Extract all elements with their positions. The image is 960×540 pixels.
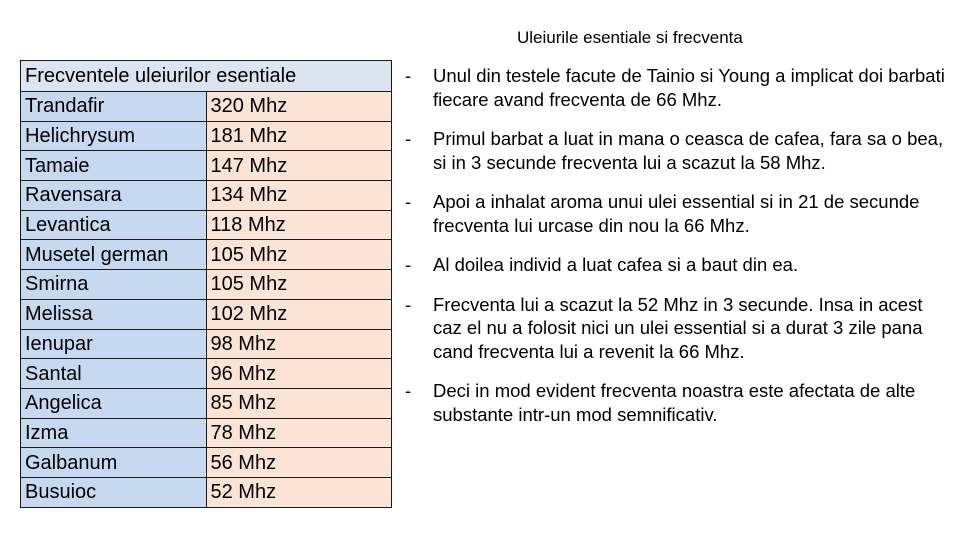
bullet-text: Apoi a inhalat aroma unui ulei essential si in 21 de secunde frecventa lui urcase din nou la 66 Mhz. bbox=[433, 191, 920, 236]
oil-name-cell: Tamaie bbox=[21, 151, 207, 181]
list-item bbox=[405, 293, 950, 364]
bullet-dash: - bbox=[405, 380, 412, 401]
list-item bbox=[405, 190, 950, 237]
list-item bbox=[405, 379, 950, 426]
bullet-text: Al doilea individ a luat cafea si a baut din ea. bbox=[433, 254, 799, 275]
frequency-value-cell: 102 Mhz bbox=[206, 299, 392, 329]
bullet-dash: - bbox=[405, 191, 412, 212]
table-row bbox=[21, 151, 392, 181]
oil-name-cell: Melissa bbox=[21, 299, 207, 329]
oil-name-cell: Ienupar bbox=[21, 329, 207, 359]
frequency-value-cell: 320 Mhz bbox=[206, 92, 392, 122]
table-header-row bbox=[21, 61, 392, 92]
frequency-value-cell: 96 Mhz bbox=[206, 359, 392, 389]
bullet-text: Primul barbat a luat in mana o ceasca de cafea, fara sa o bea, si in 3 secunde frecventa lui a scazut la 58 Mhz. bbox=[433, 128, 944, 173]
bullet-dash: - bbox=[405, 293, 412, 315]
oil-name-cell: Izma bbox=[21, 418, 207, 448]
frequency-value-cell: 98 Mhz bbox=[206, 329, 392, 359]
oil-name-cell: Angelica bbox=[21, 388, 207, 418]
table-row bbox=[21, 121, 392, 151]
table-row bbox=[21, 210, 392, 240]
frequency-table bbox=[20, 60, 392, 508]
table-row bbox=[21, 181, 392, 211]
frequency-value-cell: 52 Mhz bbox=[206, 477, 392, 507]
bullet-dash: - bbox=[405, 128, 412, 149]
bullet-text: Frecventa lui a scazut la 52 Mhz in 3 secunde. Insa in acest caz el nu a folosit nici un ulei essential si a durat 3 zile pana cand frecventa lui a revenit la 66 Mhz. bbox=[433, 293, 923, 362]
oil-name-cell: Musetel german bbox=[21, 240, 207, 270]
frequency-value-cell: 147 Mhz bbox=[206, 151, 392, 181]
oil-name-cell: Busuioc bbox=[21, 477, 207, 507]
table-header: Frecventele uleiurilor esentiale bbox=[21, 61, 392, 92]
frequency-value-cell: 105 Mhz bbox=[206, 270, 392, 300]
table-row bbox=[21, 418, 392, 448]
frequency-value-cell: 134 Mhz bbox=[206, 181, 392, 211]
table-row bbox=[21, 329, 392, 359]
oil-name-cell: Helichrysum bbox=[21, 121, 207, 151]
frequency-value-cell: 118 Mhz bbox=[206, 210, 392, 240]
table-row bbox=[21, 299, 392, 329]
list-item bbox=[405, 127, 950, 174]
bullet-dash: - bbox=[405, 65, 412, 86]
table-row bbox=[21, 388, 392, 418]
notes-list bbox=[405, 64, 950, 442]
oil-name-cell: Santal bbox=[21, 359, 207, 389]
table-row bbox=[21, 448, 392, 478]
table-row bbox=[21, 240, 392, 270]
frequency-value-cell: 105 Mhz bbox=[206, 240, 392, 270]
frequency-value-cell: 56 Mhz bbox=[206, 448, 392, 478]
frequency-value-cell: 78 Mhz bbox=[206, 418, 392, 448]
list-item bbox=[405, 253, 950, 277]
frequency-value-cell: 85 Mhz bbox=[206, 388, 392, 418]
oil-name-cell: Trandafir bbox=[21, 92, 207, 122]
oil-name-cell: Levantica bbox=[21, 210, 207, 240]
list-item bbox=[405, 64, 950, 111]
table-row bbox=[21, 92, 392, 122]
oil-name-cell: Smirna bbox=[21, 270, 207, 300]
bullet-text: Unul din testele facute de Tainio si Young a implicat doi barbati fiecare avand frecventa de 66 Mhz. bbox=[433, 65, 945, 110]
oil-name-cell: Galbanum bbox=[21, 448, 207, 478]
table-row bbox=[21, 270, 392, 300]
table-row bbox=[21, 359, 392, 389]
frequency-value-cell: 181 Mhz bbox=[206, 121, 392, 151]
slide-title: Uleiurile esentiale si frecventa bbox=[517, 28, 743, 47]
bullet-text: Deci in mod evident frecventa noastra este afectata de alte substante intr-un mod semnificativ. bbox=[433, 380, 916, 425]
table-row bbox=[21, 477, 392, 507]
bullet-dash: - bbox=[405, 254, 412, 275]
oil-name-cell: Ravensara bbox=[21, 181, 207, 211]
